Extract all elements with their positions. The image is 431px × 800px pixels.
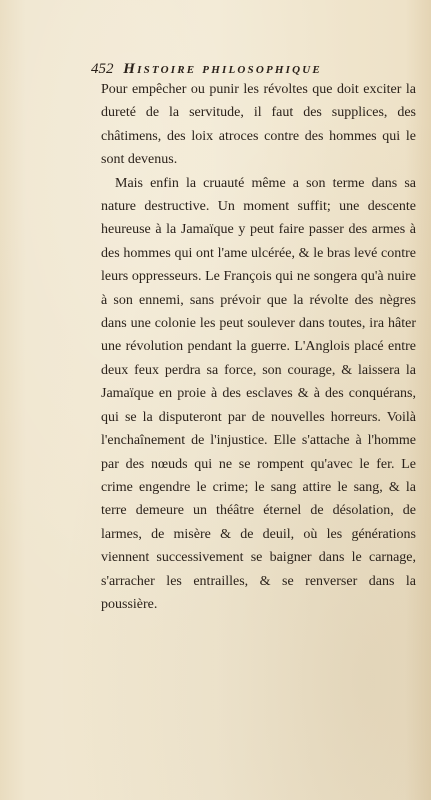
- body-text: [101, 78, 416, 616]
- paragraph-2: Mais enfin la cruauté même a son terme dans sa nature destructive. Un moment suffit; une descente heureuse à la Jamaïque y peut faire passer des armes à des hommes qui ont l'ame ulcérée, & le bras levé contre leurs oppresseurs. Le François qui ne songera qu'à nuire à son ennemi, sans prévoir que la révolte des nègres dans une colonie les peut soulever dans toutes, ira hâter une révolution pendant la guerre. L'Anglois placé entre deux feux perdra sa force, son courage, & laissera la Jamaïque en proie à des esclaves & à des conquérans, qui se la disputeront par de nouvelles horreurs. Voilà l'enchaînement de l'injustice. Elle s'attache à l'homme par des nœuds qui ne se rompent qu'avec le fer. Le crime engendre le crime; le sang attire le sang, & la terre demeure un théâtre éternel de désolation, de larmes, de misère & de deuil, où les générations viennent successivement se baigner dans le carnage, s'arracher les entrailles, & se renverser dans la poussière.: [101, 175, 416, 612]
- paragraph-1: Pour empêcher ou punir les révoltes que doit exciter la dureté de la servitude, il faut des supplices, des châtimens, des loix atroces contre des hommes qui le sont devenus.: [101, 82, 416, 168]
- running-title: Histoire philosophique: [123, 61, 322, 77]
- page-number: 452: [91, 61, 114, 77]
- running-head: [91, 58, 401, 80]
